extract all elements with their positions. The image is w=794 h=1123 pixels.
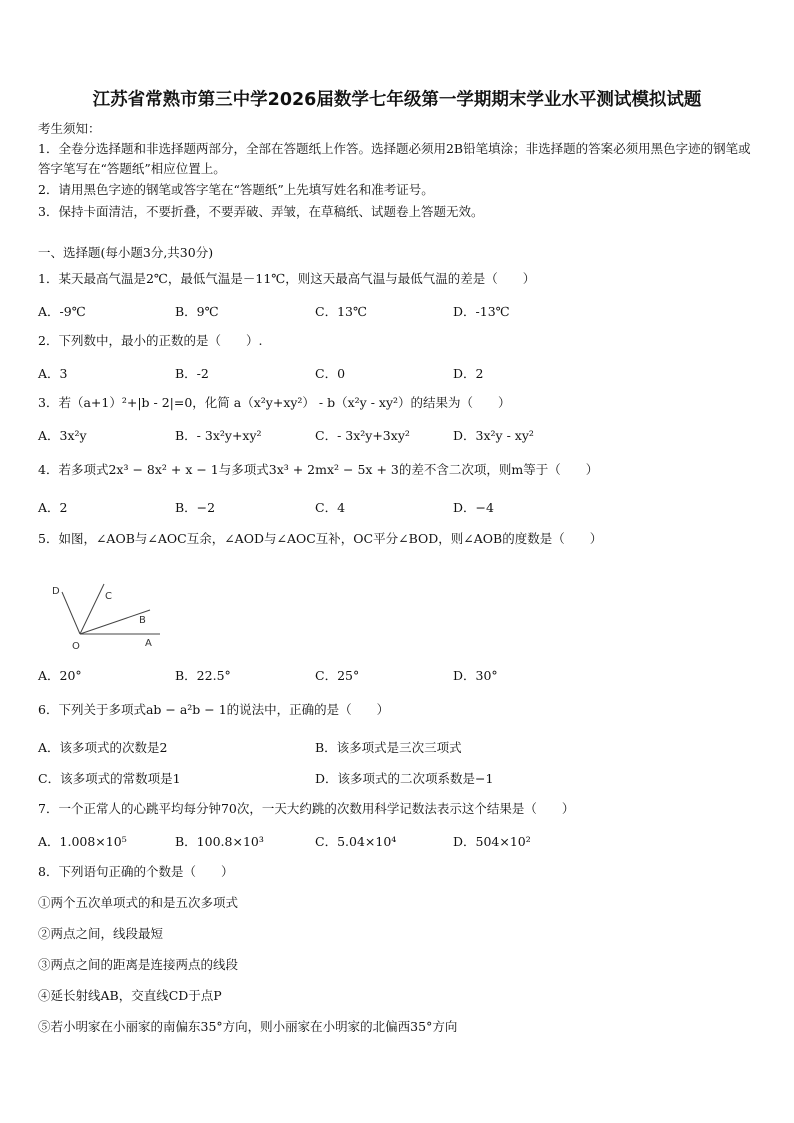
q2-option-b: B．-2 [175,366,209,381]
q3-option-c: C．- 3x²y+3xy² [315,428,410,443]
q7-option-a: A．1.008×10⁵ [38,834,127,849]
label-o: O [72,641,80,652]
notice-item-1: 1．全卷分选择题和非选择题两部分，全部在答题纸上作答。选择题必须用2B铅笔填涂；非选择题的答案必须用黑色字迹的钢笔或答字笔写在“答题纸”相应位置上。 [38,141,751,176]
q4-option-b: B．−2 [175,500,216,515]
label-d: D [52,586,60,597]
q5-option-d: D．30° [453,668,498,683]
notice-item-2: 2．请用黑色字迹的钢笔或答字笔在“答题纸”上先填写姓名和准考证号。 [38,182,434,197]
q1-option-a: A．-9℃ [38,304,86,319]
q6-option-b: B．该多项式是三次三项式 [315,740,462,755]
question-3-stem: 3．若（a+1）²+|b - 2|=0，化简 a（x²y+xy²） - b（x²y - xy²）的结果为（ ） [38,395,511,410]
label-a: A [145,638,152,649]
notice-item-3: 3．保持卡面清洁，不要折叠，不要弄破、弄皱，在草稿纸、试题卷上答题无效。 [38,204,484,219]
q8-statement-5: ⑤若小明家在小丽家的南偏东35°方向，则小丽家在小明家的北偏西35°方向 [38,1019,458,1034]
q3-option-b: B．- 3x²y+xy² [175,428,262,443]
q3-option-a: A．3x²y [38,428,87,443]
q2-option-a: A．3 [38,366,68,381]
question-2-stem: 2．下列数中，最小的正数的是（ ）. [38,333,263,348]
q1-option-b: B．9℃ [175,304,219,319]
question-6-stem: 6．下列关于多项式ab − a²b − 1的说法中，正确的是（ ） [38,702,390,717]
q8-statement-3: ③两点之间的距离是连接两点的线段 [38,957,239,972]
q1-option-d: D．-13℃ [453,304,510,319]
q3-option-d: D．3x²y - xy² [453,428,534,443]
section-heading: 一、选择题(每小题3分,共30分) [38,245,214,260]
q8-statement-2: ②两点之间，线段最短 [38,926,164,941]
q4-option-a: A．2 [38,500,68,515]
label-c: C [105,591,112,602]
page-title: 江苏省常熟市第三中学2026届数学七年级第一学期期末学业水平测试模拟试题 [92,90,702,110]
q2-option-d: D．2 [453,366,484,381]
q1-option-c: C．13℃ [315,304,367,319]
question-5-stem: 5．如图，∠AOB与∠AOC互余，∠AOD与∠AOC互补，OC平分∠BOD，则∠AOB的度数是（ ） [38,531,603,546]
label-b: B [139,615,146,626]
q8-statement-1: ①两个五次单项式的和是五次多项式 [38,895,239,910]
angle-figure [46,580,166,652]
q6-option-a: A．该多项式的次数是2 [38,740,168,755]
q5-option-b: B．22.5° [175,668,231,683]
question-7-stem: 7．一个正常人的心跳平均每分钟70次，一天大约跳的次数用科学记数法表示这个结果是（ ） [38,801,575,816]
q7-option-c: C．5.04×10⁴ [315,834,397,849]
q8-statement-4: ④延长射线AB，交直线CD于点P [38,988,222,1003]
q7-option-b: B．100.8×10³ [175,834,264,849]
notice-heading: 考生须知： [38,121,101,136]
question-1-stem: 1．某天最高气温是2℃，最低气温是－11℃，则这天最高气温与最低气温的差是（ ） [38,271,536,286]
q6-option-d: D．该多项式的二次项系数是−1 [315,771,494,786]
q4-option-d: D．−4 [453,500,494,515]
q4-option-c: C．4 [315,500,346,515]
q5-option-c: C．25° [315,668,360,683]
q5-option-a: A．20° [38,668,82,683]
q2-option-c: C．0 [315,366,346,381]
ray-od [62,592,80,634]
question-8-stem: 8．下列语句正确的个数是（ ） [38,864,234,879]
question-4-stem: 4．若多项式2x³ − 8x² + x − 1与多项式3x³ + 2mx² − 5x + 3的差不含二次项，则m等于（ ） [38,462,599,477]
q6-option-c: C．该多项式的常数项是1 [38,771,181,786]
q7-option-d: D．504×10² [453,834,531,849]
